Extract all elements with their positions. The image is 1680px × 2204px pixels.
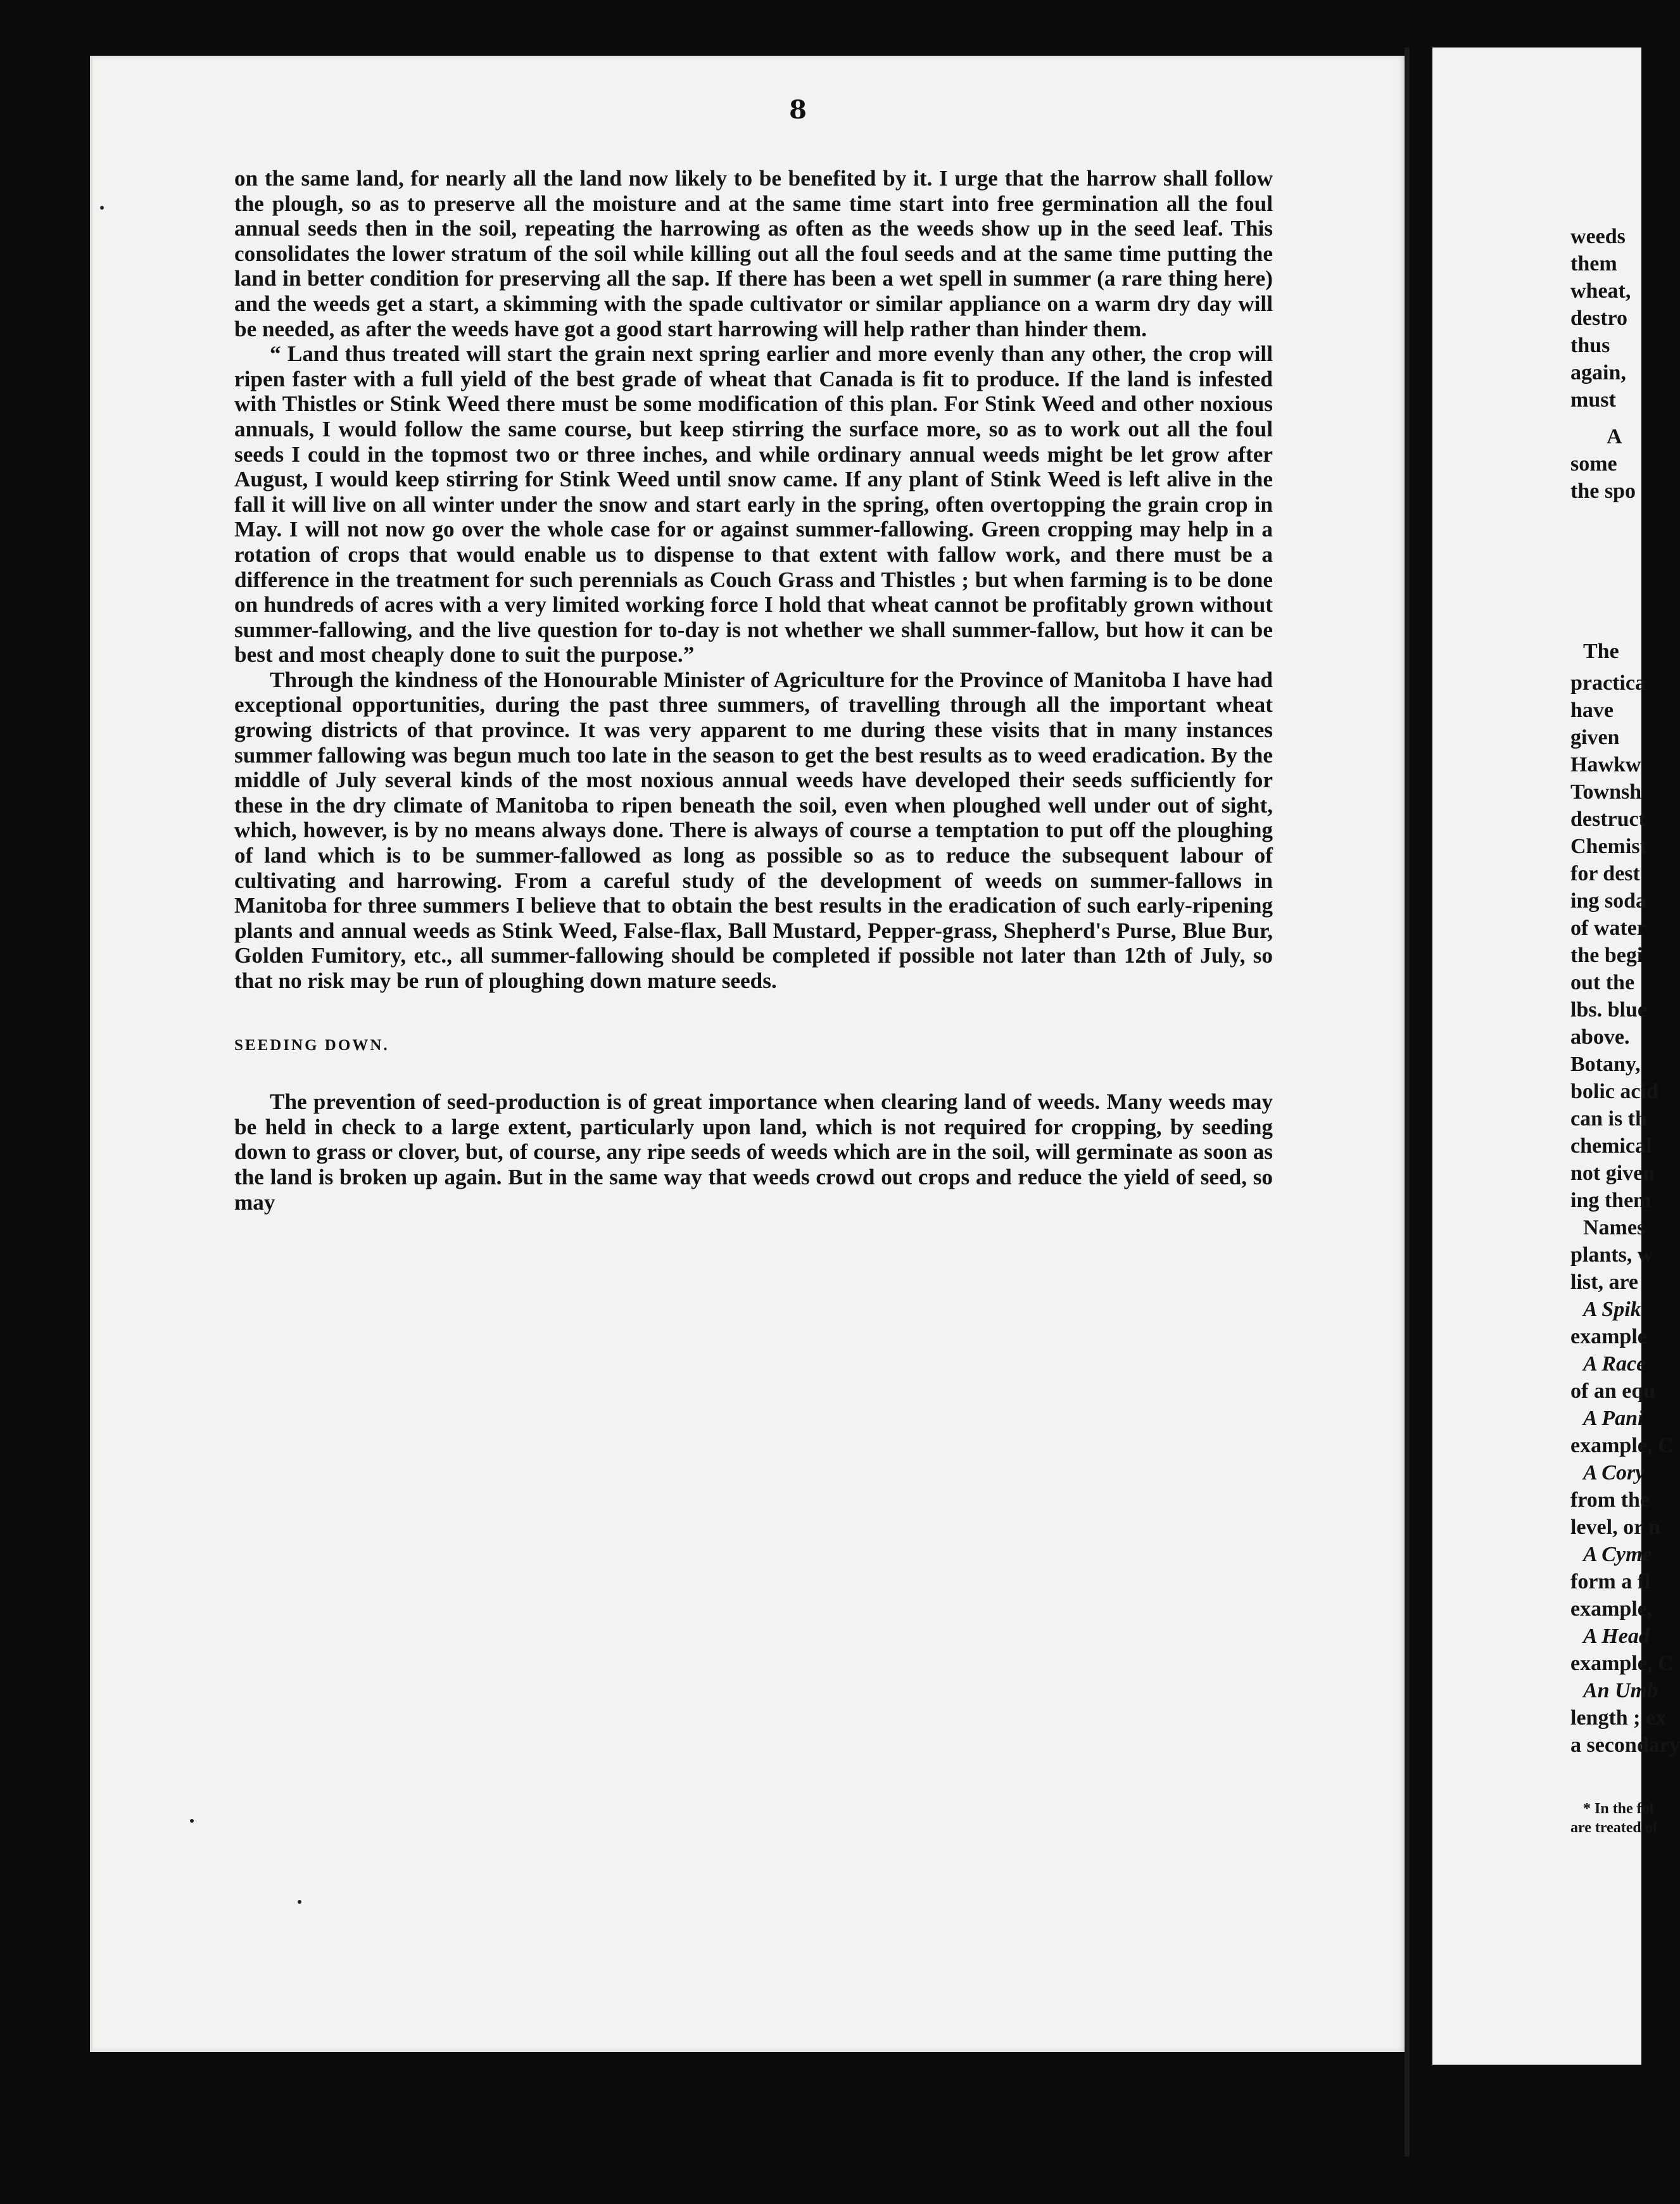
right-fragment: Botany, xyxy=(1570,1053,1641,1076)
right-fragment: A Pani xyxy=(1583,1407,1644,1430)
right-fragment: length ; ex xyxy=(1570,1706,1667,1730)
right-fragment: Hawkw xyxy=(1570,753,1641,776)
right-fragment: form a fl xyxy=(1570,1570,1651,1593)
paragraph-4: The prevention of seed-production is of great importance when clearing land of weeds. Many weeds may be held in check to a large extent, particularly upon land, which is not required for cropping, by seeding down to grass or clover, but, of course, any ripe seeds of weeds which are in the soil, will germinate as soon as the land is broken up again. But in the same way that weeds crowd out crops and reduce the yield of seed, so may xyxy=(234,1089,1273,1215)
left-page-text xyxy=(234,166,1273,1215)
right-fragment: lbs. blue xyxy=(1570,998,1647,1022)
right-fragment: example xyxy=(1570,1325,1647,1348)
right-fragment: practica xyxy=(1570,671,1646,695)
right-fragment: bolic acid xyxy=(1570,1080,1658,1103)
right-fragment: again, xyxy=(1570,361,1626,384)
right-fragment: from the xyxy=(1570,1488,1650,1512)
right-fragment: destro xyxy=(1570,307,1628,330)
right-fragment: Names xyxy=(1583,1216,1646,1239)
scan-speck xyxy=(298,1900,301,1904)
right-fragment: of water xyxy=(1570,916,1646,940)
right-fragment: must xyxy=(1570,388,1616,412)
right-fragment: A Cyme xyxy=(1583,1543,1652,1566)
right-fragment: a secondary xyxy=(1570,1733,1680,1757)
scan-speck xyxy=(190,1819,194,1823)
right-fragment: wheat, xyxy=(1570,279,1631,303)
right-fragment: A Head xyxy=(1583,1624,1650,1648)
right-fragment: for dest xyxy=(1570,862,1640,885)
right-fragment: A Spik xyxy=(1583,1298,1641,1321)
right-fragment: chemical xyxy=(1570,1134,1652,1158)
footnote-fragment: are treated of xyxy=(1570,1820,1658,1836)
right-fragment: list, are xyxy=(1570,1270,1639,1294)
right-fragment: A Cory xyxy=(1583,1461,1645,1485)
right-fragment: example, C xyxy=(1570,1434,1674,1457)
right-fragment: given xyxy=(1570,726,1620,749)
right-fragment: above. xyxy=(1570,1025,1630,1049)
right-fragment: destruct xyxy=(1570,808,1646,831)
right-fragment: the spo xyxy=(1570,479,1636,503)
section-heading: SEEDING DOWN. xyxy=(234,1036,389,1054)
right-fragment: them xyxy=(1570,252,1617,276)
right-fragment: example, C xyxy=(1570,1652,1674,1675)
right-fragment: thus xyxy=(1570,334,1610,357)
right-page-text xyxy=(1432,48,1680,2065)
right-page xyxy=(1432,48,1680,2065)
right-fragment: some xyxy=(1570,452,1617,476)
footnote-fragment: * In the fol xyxy=(1583,1801,1654,1817)
right-fragment: out the xyxy=(1570,971,1635,994)
right-fragment: An Umb xyxy=(1583,1679,1658,1702)
page-gutter xyxy=(1405,48,1410,2156)
right-fragment: Chemist xyxy=(1570,835,1647,858)
right-fragment: A Race xyxy=(1583,1352,1646,1376)
right-fragment: The xyxy=(1583,640,1619,663)
right-fragment: A xyxy=(1607,425,1622,448)
right-fragment: have xyxy=(1570,699,1614,722)
right-fragment: plants, w xyxy=(1570,1243,1653,1267)
right-fragment: can is th xyxy=(1570,1107,1647,1130)
right-fragment: the begi xyxy=(1570,944,1643,967)
paragraph-3: Through the kindness of the Honourable Minister of Agriculture for the Province of Manitoba I have had exceptional opportunities, during the past three summers, of travelling through all the important wheat growing districts of that province. It was very apparent to me during these visits that in many instances summer fallowing was begun much too late in the season to get the best results as to weed eradication. By the middle of July several kinds of the most noxious annual weeds have developed their seeds sufficiently for these in the dry climate of Manitoba to ripen beneath the soil, even when ploughed well under out of sight, which, however, is by no means always done. There is always of course a temptation to put off the ploughing of land which is to be summer-fallowed as long as possible so as to reduce the subsequent labour of cultivating and harrowing. From a careful study of the development of weeds on summer-fallows in Manitoba for three summers I believe that to obtain the best results in the eradication of such early-ripening plants and annual weeds as Stink Weed, False-flax, Ball Mustard, Pepper-grass, Shepherd's Purse, Blue Bur, Golden Fumitory, etc., all summer-fallowing should be completed if possible not later than 12th of July, so that no risk may be run of ploughing down mature seeds. xyxy=(234,667,1273,993)
page-number: 8 xyxy=(789,95,807,125)
right-fragment: not given xyxy=(1570,1162,1655,1185)
right-fragment: ing them xyxy=(1570,1189,1652,1212)
right-fragment: of an equ xyxy=(1570,1379,1656,1403)
right-fragment: ing soda xyxy=(1570,889,1646,913)
right-fragment: weeds xyxy=(1570,225,1626,248)
paragraph-2: “ Land thus treated will start the grain next spring earlier and more evenly than any other, the crop will ripen faster with a full yield of the best grade of wheat that Canada is fit to produce. If the land is infested with Thistles or Stink Weed there must be some modification of this plan. For Stink Weed and other noxious annuals, I would follow the same course, but keep stirring the surface more, so as to work out all the foul seeds I could in the topmost two or three inches, and while ordinary annual weeds might be let grow after August, I would keep stirring for Stink Weed until snow came. If any plant of Stink Weed is left alive in the fall it will live on all winter under the snow and start early in the spring, often overtopping the grain crop in May. I will not now go over the whole case for or against summer-fallowing. Green cropping may help in a rotation of crops that would enable us to dispense to that extent with fallow work, and there must be a difference in the treatment for such perennials as Couch Grass and Thistles ; but when farming is to be done on hundreds of acres with a very limited working force I hold that wheat cannot be profitably grown without summer-fallowing, and the live question for to-day is not whether we shall summer-fallow, but how it can be best and most cheaply done to suit the purpose.” xyxy=(234,341,1273,668)
right-fragment: Townsh xyxy=(1570,780,1642,804)
scan-speck xyxy=(100,206,104,210)
paragraph-1: on the same land, for nearly all the land now likely to be benefited by it. I urge that the harrow shall follow the plough, so as to preserve all the moisture and at the same time start into free germination all the foul annual seeds then in the soil, repeating the harrowing as often as the weeds show up in the seed leaf. This consolidates the lower stratum of the soil while killing out all the foul seeds and at the same time putting the land in better condition for preserving all the sap. If there has been a wet spell in summer (a rare thing here) and the weeds get a start, a skimming with the spade cultivator or similar appliance on a warm dry day will be needed, as after the weeds have got a good start harrowing will help rather than hinder them. xyxy=(234,166,1273,341)
right-fragment: example, xyxy=(1570,1597,1653,1621)
right-fragment: level, or n xyxy=(1570,1516,1660,1539)
